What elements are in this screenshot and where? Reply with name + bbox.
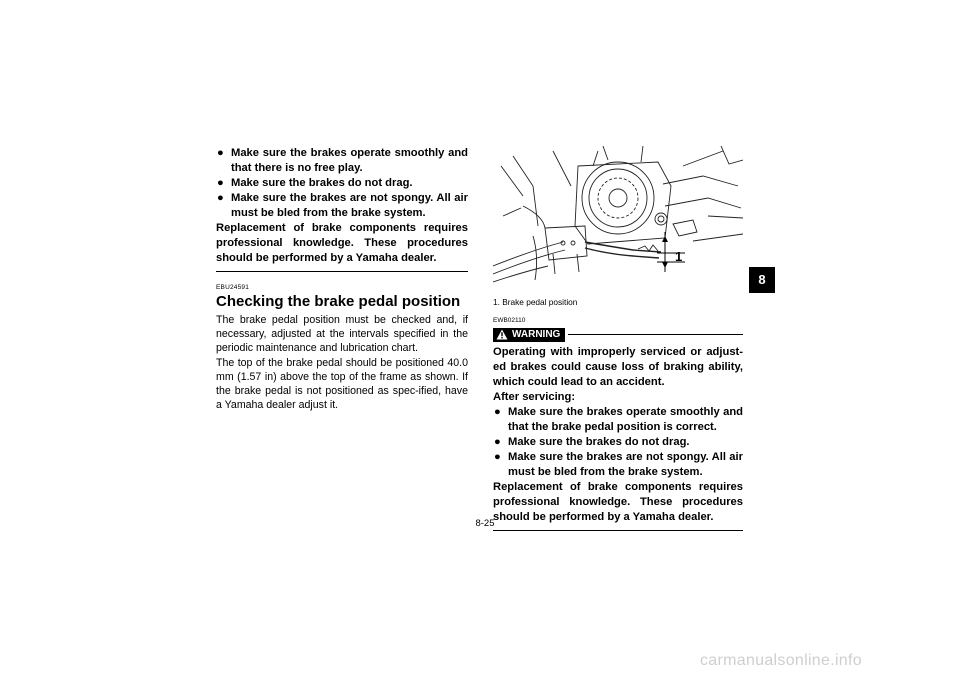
warning-triangle-icon	[496, 329, 508, 340]
bullet-item	[216, 191, 468, 221]
warning-badge	[493, 328, 565, 342]
bullet-item	[493, 405, 743, 435]
body-paragraph: The top of the brake pedal should be positioned 40.0 mm (1.57 in) above the top of the frame as shown. If the brake pedal is not positioned as spec-ified, have a Yamaha dealer adjust it.	[216, 356, 468, 412]
replacement-note: Replacement of brake components requires professional knowledge. These procedures should be performed by a Yamaha dealer.	[493, 481, 743, 523]
warning-banner	[493, 327, 743, 342]
chapter-tab: 8	[749, 267, 775, 293]
bullet-dot: ●	[217, 147, 224, 159]
figure-callout-label: 1	[675, 249, 683, 264]
bullet-item	[493, 435, 743, 450]
bullet-text: Make sure the brakes operate smoothly and that there is no free play.	[231, 147, 468, 174]
bullet-dot: ●	[494, 406, 501, 418]
bullet-text: Make sure the brakes are not spongy. All air must be bled from the brake system.	[231, 192, 468, 219]
body-paragraph: The brake pedal position must be checked and, if necessary, adjusted at the intervals specified in the periodic maintenance and lubrication chart.	[216, 314, 468, 355]
bullet-dot: ●	[217, 192, 224, 204]
watermark: carmanualsonline.info	[700, 652, 862, 669]
warning-code: EWB02110	[493, 317, 526, 324]
bullet-item	[493, 450, 743, 480]
after-servicing-label: After servicing:	[493, 391, 576, 403]
divider	[493, 530, 743, 531]
replacement-note: Replacement of brake components requires professional knowledge. These procedures should be performed by a Yamaha dealer.	[216, 222, 468, 264]
bullet-dot: ●	[494, 436, 501, 448]
bullet-dot: ●	[494, 451, 501, 463]
bullet-dot: ●	[217, 177, 224, 189]
right-column	[493, 146, 743, 531]
divider	[216, 271, 468, 272]
bullet-text: Make sure the brakes do not drag.	[231, 177, 413, 189]
bullet-text: Make sure the brakes operate smoothly and that the brake pedal position is correct.	[508, 406, 743, 433]
section-code: EBU24591	[216, 284, 250, 291]
brake-pedal-drawing	[493, 146, 743, 290]
brake-pedal-illustration	[493, 146, 743, 290]
page-number: 8-25	[475, 518, 495, 529]
bullet-text: Make sure the brakes are not spongy. All air must be bled from the brake system.	[508, 451, 743, 478]
bullet-text: Make sure the brakes do not drag.	[508, 436, 690, 448]
section-heading: Checking the brake pedal position	[216, 293, 461, 310]
warning-rule	[568, 334, 743, 335]
bullet-item	[216, 176, 468, 191]
figure-caption: 1. Brake pedal position	[493, 297, 578, 307]
warning-label: WARNING	[512, 328, 561, 340]
bullet-item	[216, 146, 468, 176]
warning-intro: Operating with improperly serviced or adjust-ed brakes could cause loss of braking ability, which could lead to an accident.	[493, 346, 743, 388]
left-column	[216, 146, 468, 412]
